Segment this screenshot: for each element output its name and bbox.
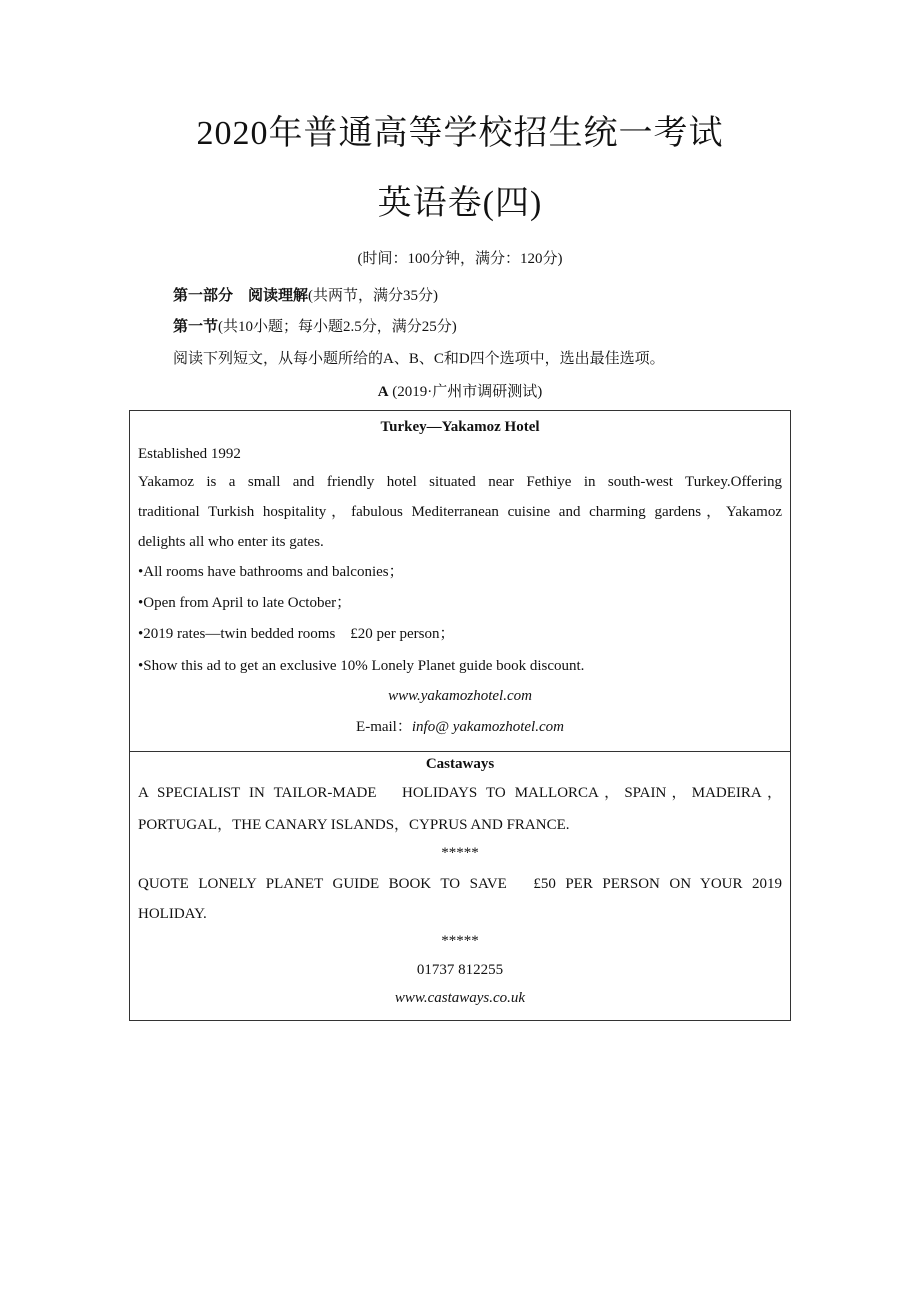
directions: 阅读下列短文，从每小题所给的A、B、C和D四个选项中，选出最佳选项。 [173,351,665,367]
part-detail: (共两节，满分35分) [308,288,439,304]
ad1-established: Established 1992 [138,446,241,462]
ad2-phone: 01737 812255 [416,962,504,978]
part-heading [173,285,438,307]
ad1-desc-line2: traditional Turkish hospitality，fabulous Mediterranean cuisine and charming gardens，Yakamoz [138,504,782,520]
ad1-email-address[interactable]: info@ yakamozhotel.com [411,719,564,735]
ad2-line4: HOLIDAY. [138,906,207,922]
part-label: 第一部分 阅读理解 [173,288,309,304]
ad2-line1: A SPECIALIST IN TAILOR-MADE HOLIDAYS TO MALLORCA，SPAIN，MADEIRA， [138,785,782,801]
section-detail: (共10小题；每小题2.5分，满分25分) [218,319,457,335]
ad1-email-label: E-mail： [356,719,412,735]
ad2-line2: PORTUGAL，THE CANARY ISLANDS，CYPRUS AND FRANCE. [138,817,570,833]
ad2-line3: QUOTE LONELY PLANET GUIDE BOOK TO SAVE £50 PER PERSON ON YOUR 2019 [138,876,782,892]
passage-source: (2019·广州市调研测试) [388,384,543,400]
ad2-divider1: ***** [441,845,479,861]
passage-label: A [377,384,389,400]
ad1-bullet-open: •Open from April to late October； [138,595,352,611]
ad1-bullet-rooms: •All rooms have bathrooms and balconies； [138,564,404,580]
ad-castaways [129,750,791,1021]
ad1-bullet-discount: •Show this ad to get an exclusive 10% Lonely Planet guide book discount. [138,658,585,674]
passage-heading [0,381,920,403]
ad-yakamoz-hotel [129,410,791,752]
ad1-title: Turkey—Yakamoz Hotel [380,419,540,435]
section-heading [173,316,457,338]
ad1-email [138,716,782,738]
ad1-website[interactable]: www.yakamozhotel.com [388,688,532,704]
ad1-bullet-rates: •2019 rates—twin bedded rooms £20 per person； [138,626,455,642]
section-label: 第一节 [173,319,219,335]
ad2-website[interactable]: www.castaways.co.uk [394,990,526,1006]
ad1-desc-line3: delights all who enter its gates. [138,534,324,550]
exam-title: 2020年普通高等学校招生统一考试 [196,115,724,152]
ad2-divider2: ***** [441,933,479,949]
exam-subtitle: 英语卷(四) [377,185,543,222]
exam-info: (时间：100分钟，满分：120分) [357,251,563,267]
ad1-desc-line1: Yakamoz is a small and friendly hotel situated near Fethiye in south-west Turkey.Offering [138,474,782,490]
ad2-title: Castaways [425,756,495,772]
